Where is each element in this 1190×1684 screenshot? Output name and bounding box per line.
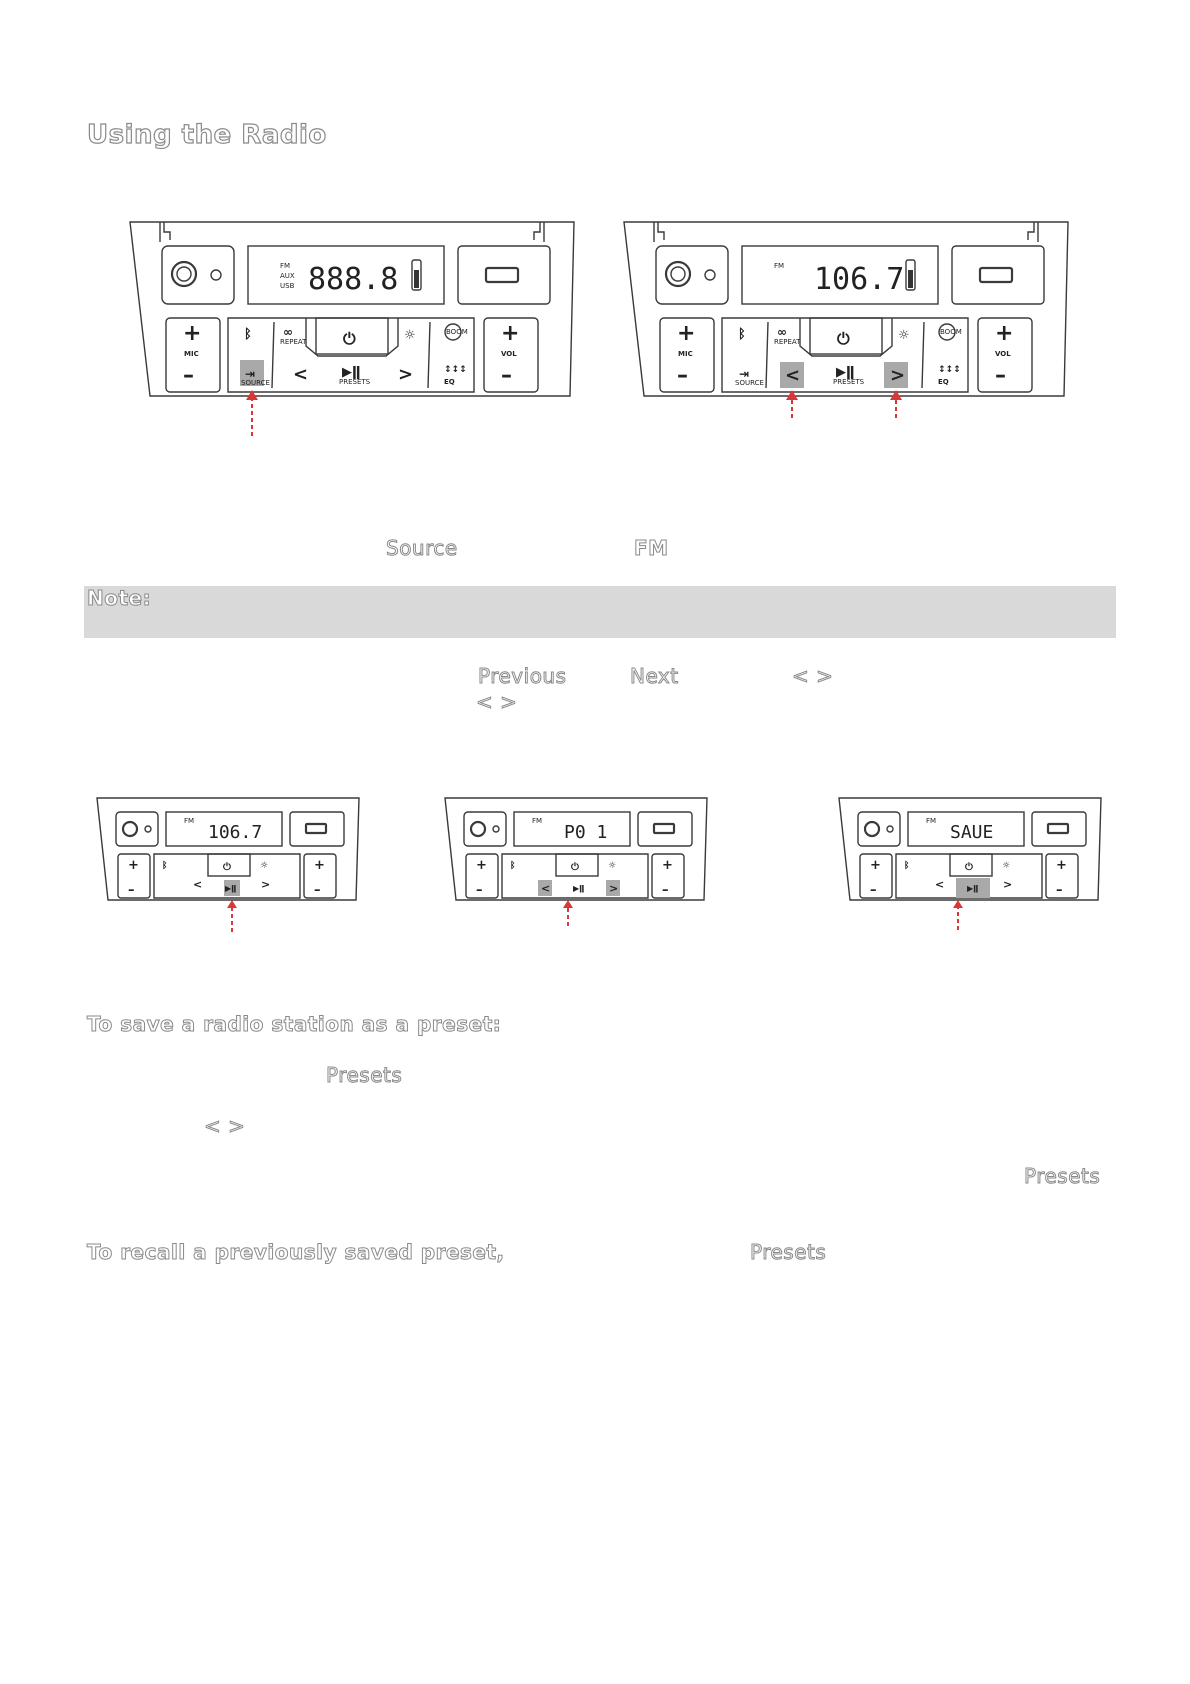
play-pause-icon: ▶ǁ (225, 884, 237, 893)
eq-label: EQ (444, 378, 455, 386)
note-box (84, 586, 1116, 638)
vol-minus-icon: – (995, 363, 1006, 388)
svg-text:–: – (314, 883, 321, 898)
vol-label: VOL (995, 350, 1011, 358)
svg-text:–: – (662, 883, 669, 898)
light-icon: ☼ (1002, 861, 1011, 871)
svg-text:+: + (128, 858, 139, 873)
source-icon: ⇥ (739, 367, 750, 381)
bluetooth-icon: ᛒ (162, 861, 168, 871)
fm-label-text: FM (634, 536, 669, 560)
mic-label: MIC (678, 350, 693, 358)
previous-icon: < (785, 365, 801, 386)
vol-plus-icon: + (501, 321, 520, 346)
usb-port-icon (486, 268, 518, 282)
usb-port-icon (980, 268, 1012, 282)
svg-text:–: – (870, 883, 877, 898)
lcd-indicator-fm: FM (184, 817, 195, 825)
lcd-indicator-fm: FM (926, 817, 937, 825)
repeat-label: REPEAT (774, 338, 801, 346)
svg-text:>: > (1003, 878, 1013, 891)
next-label-text: Next (630, 664, 679, 688)
lcd-indicator-usb: USB (280, 282, 295, 290)
svg-text:>: > (261, 878, 271, 891)
mic-plus-icon: + (677, 321, 696, 346)
repeat-icon: ∞ (283, 325, 293, 339)
vol-minus-icon: – (501, 363, 512, 388)
presets-label-text-3: Presets (750, 1240, 827, 1264)
eq-icon: ↕↕↕ (938, 365, 961, 375)
speaker-panel-small-3 (838, 796, 1102, 936)
boom-label: BOOM (940, 328, 962, 336)
play-pause-icon: ▶ǁ (342, 365, 361, 380)
lcd-indicator-fm: FM (280, 262, 291, 270)
usb-port-icon (306, 824, 326, 833)
usb-port-icon (1048, 824, 1068, 833)
lcd-indicator-fm: FM (532, 817, 543, 825)
note-label: Note: (87, 586, 152, 610)
presets-label: PRESETS (339, 378, 371, 386)
mic-input-icon (172, 262, 196, 286)
svg-text:<: < (935, 878, 945, 891)
previous-label-text: Previous (478, 664, 567, 688)
prev-next-symbols-2: < > (476, 690, 518, 714)
svg-text:+: + (870, 858, 881, 873)
vol-label: VOL (501, 350, 517, 358)
light-icon: ☼ (898, 328, 910, 343)
presets-label-text-1: Presets (326, 1063, 403, 1087)
boom-label: BOOM (446, 328, 468, 336)
play-pause-icon: ▶ǁ (573, 884, 585, 893)
mic-input-icon (666, 262, 690, 286)
power-icon: ⏻ (343, 329, 356, 348)
svg-text:–: – (128, 883, 135, 898)
light-icon: ☼ (260, 861, 269, 871)
arrow-icon (227, 900, 237, 908)
usb-port-icon (654, 824, 674, 833)
vol-plus-icon: + (995, 321, 1014, 346)
lcd-indicator-fm: FM (774, 262, 785, 270)
battery-icon (412, 260, 421, 290)
svg-text:>: > (609, 882, 619, 895)
presets-label: PRESETS (833, 378, 865, 386)
power-icon: ⏻ (223, 862, 231, 873)
eq-icon: ↕↕↕ (444, 365, 467, 375)
power-icon: ⏻ (837, 329, 850, 348)
arrow-icon (563, 900, 573, 908)
mic-minus-icon: – (183, 363, 194, 388)
svg-text:+: + (476, 858, 487, 873)
lcd-readout: SAUE (950, 822, 994, 843)
repeat-label: REPEAT (280, 338, 307, 346)
battery-icon (906, 260, 915, 290)
svg-text:–: – (1056, 883, 1063, 898)
source-label: SOURCE (735, 379, 764, 387)
light-icon: ☼ (608, 861, 617, 871)
svg-text:+: + (1056, 858, 1067, 873)
power-icon: ⏻ (571, 862, 579, 873)
svg-text:+: + (662, 858, 673, 873)
save-preset-heading: To save a radio station as a preset: (87, 1012, 502, 1036)
light-icon: ☼ (404, 328, 416, 343)
power-icon: ⏻ (965, 862, 973, 873)
bluetooth-icon: ᛒ (738, 327, 746, 342)
speaker-panel-small-1 (96, 796, 360, 936)
mic-label: MIC (184, 350, 199, 358)
page-title: Using the Radio (87, 120, 327, 150)
source-label: SOURCE (241, 379, 270, 387)
lcd-readout: 888.8 (308, 262, 399, 297)
bluetooth-icon: ᛒ (904, 861, 910, 871)
speaker-panel-diagram-2 (622, 218, 1070, 438)
bluetooth-icon: ᛒ (510, 861, 516, 871)
prev-next-symbols-3: < > (204, 1114, 246, 1138)
lcd-indicator-aux: AUX (280, 272, 295, 280)
svg-text:–: – (476, 883, 483, 898)
mic-plus-icon: + (183, 321, 202, 346)
svg-text:<: < (193, 878, 203, 891)
lcd-readout: 106.7 (814, 262, 905, 297)
svg-text:+: + (314, 858, 325, 873)
svg-text:<: < (541, 882, 551, 895)
prev-next-symbols-1: < > (792, 664, 834, 688)
next-icon: > (890, 365, 906, 386)
speaker-panel-diagram-1 (128, 218, 576, 438)
repeat-icon: ∞ (777, 325, 787, 339)
source-label-text: Source (386, 536, 458, 560)
bluetooth-icon: ᛒ (244, 327, 252, 342)
mic-minus-icon: – (677, 363, 688, 388)
lcd-readout: P0 1 (564, 822, 608, 843)
source-icon: ⇥ (245, 367, 256, 381)
arrow-icon (953, 900, 963, 908)
eq-label: EQ (938, 378, 949, 386)
recall-preset-heading: To recall a previously saved preset, (87, 1240, 505, 1264)
play-pause-icon: ▶ǁ (967, 884, 979, 893)
presets-label-text-2: Presets (1024, 1164, 1101, 1188)
previous-icon: < (293, 364, 309, 385)
play-pause-icon: ▶ǁ (836, 365, 855, 380)
next-icon: > (398, 364, 414, 385)
lcd-readout: 106.7 (208, 822, 263, 843)
speaker-panel-small-2 (444, 796, 708, 936)
